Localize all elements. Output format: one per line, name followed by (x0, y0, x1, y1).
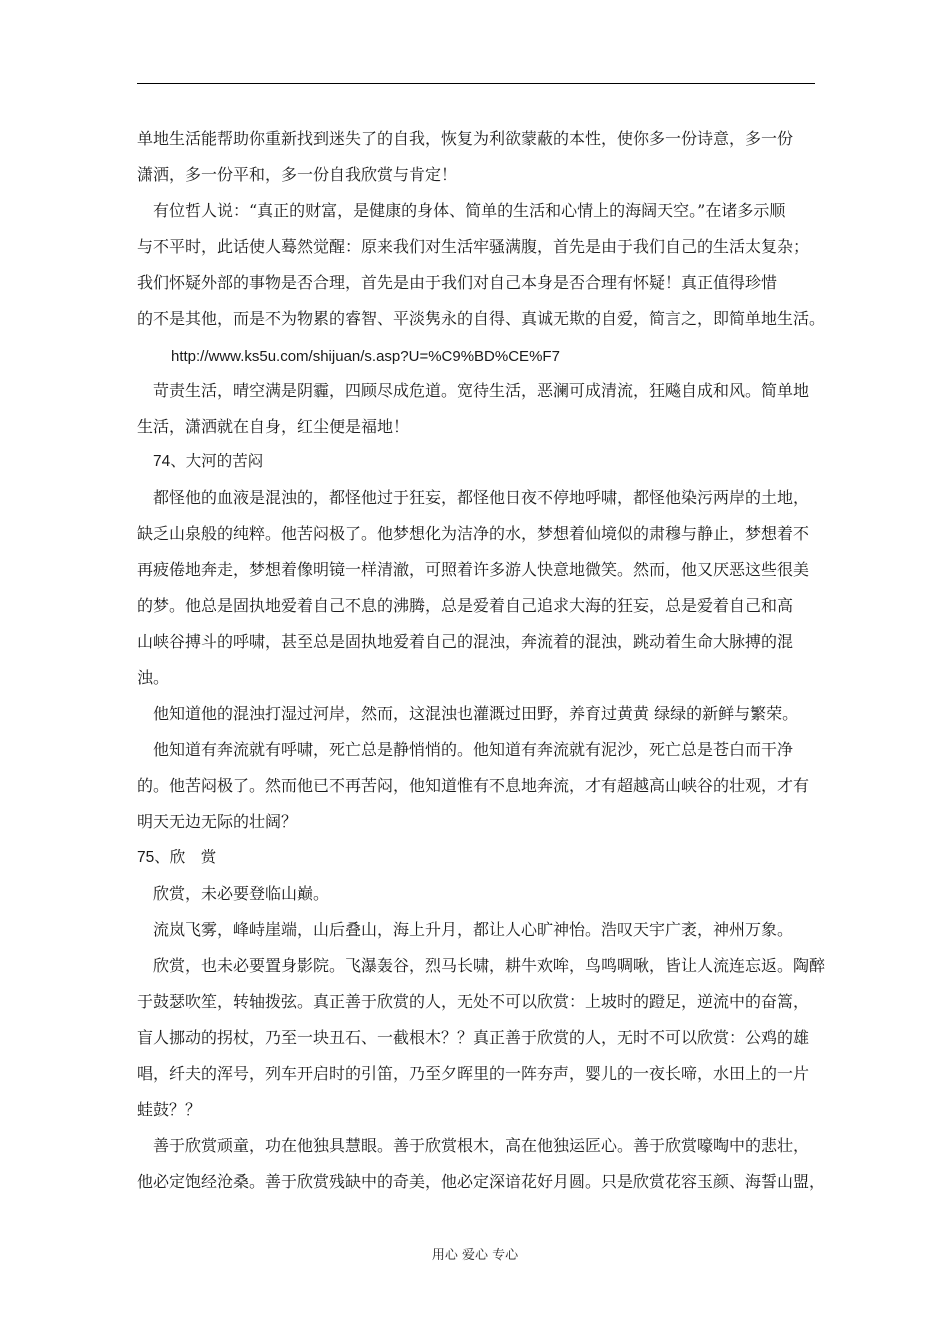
text-line: 他必定饱经沧桑。善于欣赏残缺中的奇美，他必定深谙花好月圆。只是欣赏花容玉颜、海誓山盟， (137, 1172, 826, 1191)
text-line: 苛责生活，晴空满是阴霾，四顾尽成危道。宽待生活，恶澜可成清流，狂飚自成和风。简单地 (153, 381, 810, 400)
text-line: 山峡谷搏斗的呼啸，甚至总是固执地爱着自己的混浊，奔流着的混浊，跳动着生命大脉搏的混 (137, 632, 794, 651)
header-rule (137, 83, 815, 84)
text-line: 有位哲人说：“真正的财富，是健康的身体、简单的生活和心情上的海阔天空。”在诸多示顺 (153, 201, 786, 220)
text-line: 蛙鼓？？ (137, 1100, 202, 1119)
text-line: 欣赏，也未必要置身影院。飞瀑轰谷，烈马长啸，耕牛欢哞，鸟鸣啁啾，皆让人流连忘返。陶醉 (153, 956, 826, 975)
text-line: 单地生活能帮助你重新找到迷失了的自我，恢复为利欲蒙蔽的本性，使你多一份诗意，多一份 (137, 129, 794, 148)
text-line: 我们怀疑外部的事物是否合理，首先是由于我们对自己本身是否合理有怀疑！真正值得珍惜 (137, 273, 778, 292)
text-line: 缺乏山泉般的纯粹。他苦闷极了。他梦想化为洁净的水，梦想着仙境似的肃穆与静止，梦想着不 (137, 524, 810, 543)
text-line: 浊。 (137, 668, 170, 687)
text-line: 他知道他的混浊打湿过河岸，然而，这混浊也灌溉过田野，养育过黄黄 绿绿的新鲜与繁荣。 (153, 704, 799, 723)
text-line: 生活，潇洒就在自身，红尘便是福地！ (137, 417, 410, 436)
text-line: 流岚飞雾，峰峙崖端，山后叠山，海上升月，都让人心旷神怡。浩叹天宇广袤，神州万象。 (153, 920, 794, 939)
text-line: 的。他苦闷极了。然而他已不再苦闷，他知道惟有不息地奔流，才有超越高山峡谷的壮观，才有 (137, 776, 810, 795)
text-line: 欣赏，未必要登临山巅。 (153, 884, 330, 903)
text-line: 再疲倦地奔走，梦想着像明镜一样清澈，可照着许多游人快意地微笑。然而，他又厌恶这些很美 (137, 560, 810, 579)
text-line: 潇洒，多一份平和，多一份自我欣赏与肯定！ (137, 165, 458, 184)
text-line: 善于欣赏顽童，功在他独具慧眼。善于欣赏根木，高在他独运匠心。善于欣赏嚎啕中的悲壮， (153, 1136, 810, 1155)
text-line: 于鼓瑟吹笙，转轴拨弦。真正善于欣赏的人，无处不可以欣赏：上坡时的蹬足，逆流中的奋篙， (137, 992, 810, 1011)
text-line: 盲人挪动的拐杖，乃至一块丑石、一截根木？？真正善于欣赏的人，无时不可以欣赏：公鸡的雄 (137, 1028, 810, 1047)
section-heading: 75、欣 赏 (137, 849, 217, 866)
text-line: 唱，纤夫的浑号，列车开启时的引笛，乃至夕晖里的一阵夯声，婴儿的一夜长啼，水田上的一片 (137, 1064, 810, 1083)
url-link[interactable]: http://www.ks5u.com/shijuan/s.asp?U=%C9%BD%CE%F7 (171, 348, 560, 365)
text-line: 的不是其他，而是不为物累的睿智、平淡隽永的自得、真诚无欺的自爱，简言之，即简单地生活。 (137, 309, 826, 328)
text-line: 与不平时，此话使人蓦然觉醒：原来我们对生活牢骚满腹，首先是由于我们自己的生活太复杂； (137, 237, 810, 256)
text-line: 明天无边无际的壮阔？ (137, 812, 298, 831)
text-line: 的梦。他总是固执地爱着自己不息的沸腾，总是爱着自己追求大海的狂妄，总是爱着自己和高 (137, 596, 794, 615)
section-heading: 74、大河的苦闷 (153, 453, 264, 470)
text-line: 他知道有奔流就有呼啸，死亡总是静悄悄的。他知道有奔流就有泥沙，死亡总是苍白而干净 (153, 740, 794, 759)
text-line: 都怪他的血液是混浊的，都怪他过于狂妄，都怪他日夜不停地呼啸，都怪他染污两岸的土地， (153, 488, 810, 507)
page-footer: 用心 爱心 专心 (431, 1248, 519, 1263)
